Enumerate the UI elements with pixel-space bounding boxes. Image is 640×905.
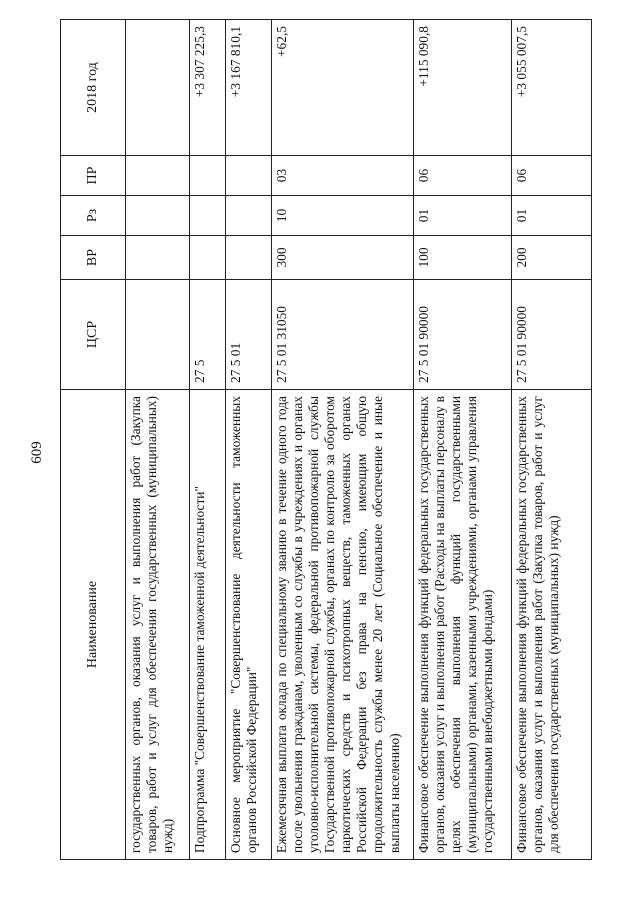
page-number-text: 609 <box>28 441 45 464</box>
row-csr <box>126 280 190 390</box>
table-row <box>226 20 272 860</box>
row-name: Основное мероприятие "Совершенствование деятельности таможенных органов Российской Федерации" <box>226 390 272 860</box>
table-row <box>512 20 592 860</box>
table-row <box>414 20 512 860</box>
row-vr <box>126 236 190 280</box>
row-name: Финансовое обеспечение выполнения функций федеральных государственных органов, оказания услуг и выполнения работ (Закупка товаров, работ и услуг для обеспечения государственных (муниципальных) нужд) <box>512 390 592 860</box>
row-csr: 27 5 01 90000 <box>414 280 512 390</box>
row-pr <box>190 156 226 196</box>
row-csr: 27 5 01 90000 <box>512 280 592 390</box>
row-amount: +3 167 810,1 <box>226 20 272 156</box>
row-amount: +62,5 <box>272 20 414 156</box>
rotated-page <box>60 20 560 860</box>
row-pr: 06 <box>414 156 512 196</box>
row-rz <box>126 196 190 236</box>
row-pr <box>226 156 272 196</box>
row-name: Финансовое обеспечение выполнения функций федеральных государственных органов, оказания услуг и выполнения работ (Расходы на выплаты персоналу в целях обеспечения выполнения функций государственными (муниципальными) органами, казенными учреждениями, органами управления государственными внебюджетными фондами) <box>414 390 512 860</box>
row-vr <box>190 236 226 280</box>
row-vr: 100 <box>414 236 512 280</box>
page-number <box>22 0 52 905</box>
column-header-pr: ПР <box>61 156 126 196</box>
row-csr: 27 5 01 <box>226 280 272 390</box>
row-rz: 10 <box>272 196 414 236</box>
column-header-vr: ВР <box>61 236 126 280</box>
row-vr: 200 <box>512 236 592 280</box>
row-rz <box>226 196 272 236</box>
row-amount <box>126 20 190 156</box>
column-header-rz: Рз <box>61 196 126 236</box>
row-amount: +115 090,8 <box>414 20 512 156</box>
column-header-year: 2018 год <box>61 20 126 156</box>
row-name: государственных органов, оказания услуг и выполнения работ (Закупка товаров, работ и услуг для обеспечения государственных (муниципальных) нужд) <box>126 390 190 860</box>
row-vr <box>226 236 272 280</box>
column-header-csr: ЦСР <box>61 280 126 390</box>
row-csr: 27 5 <box>190 280 226 390</box>
row-rz <box>190 196 226 236</box>
table-row <box>126 20 190 860</box>
row-csr: 27 5 01 31050 <box>272 280 414 390</box>
row-name: Ежемесячная выплата оклада по специальному званию в течение одного года после увольнения гражданам, уволенным со службы в учреждениях и органах уголовно-исполнительной системы, федеральной противопожарной службы Государственной противопожарной службы, органах по контролю за оборотом наркотических средств и психотропных веществ, таможенных органах Российской Федерации без права на пенсию, имеющим общую продолжительность службы менее 20 лет (Социальное обеспечение и иные выплаты населению) <box>272 390 414 860</box>
row-pr: 06 <box>512 156 592 196</box>
row-amount: +3 307 225,3 <box>190 20 226 156</box>
row-rz: 01 <box>512 196 592 236</box>
row-name: Подпрограмма "Совершенствование таможенной деятельности" <box>190 390 226 860</box>
budget-table <box>60 19 592 860</box>
row-vr: 300 <box>272 236 414 280</box>
table-header-row <box>61 20 126 860</box>
row-amount: +3 055 007,5 <box>512 20 592 156</box>
row-rz: 01 <box>414 196 512 236</box>
table-row <box>272 20 414 860</box>
row-pr: 03 <box>272 156 414 196</box>
row-pr <box>126 156 190 196</box>
column-header-name: Наименование <box>61 390 126 860</box>
table-row <box>190 20 226 860</box>
